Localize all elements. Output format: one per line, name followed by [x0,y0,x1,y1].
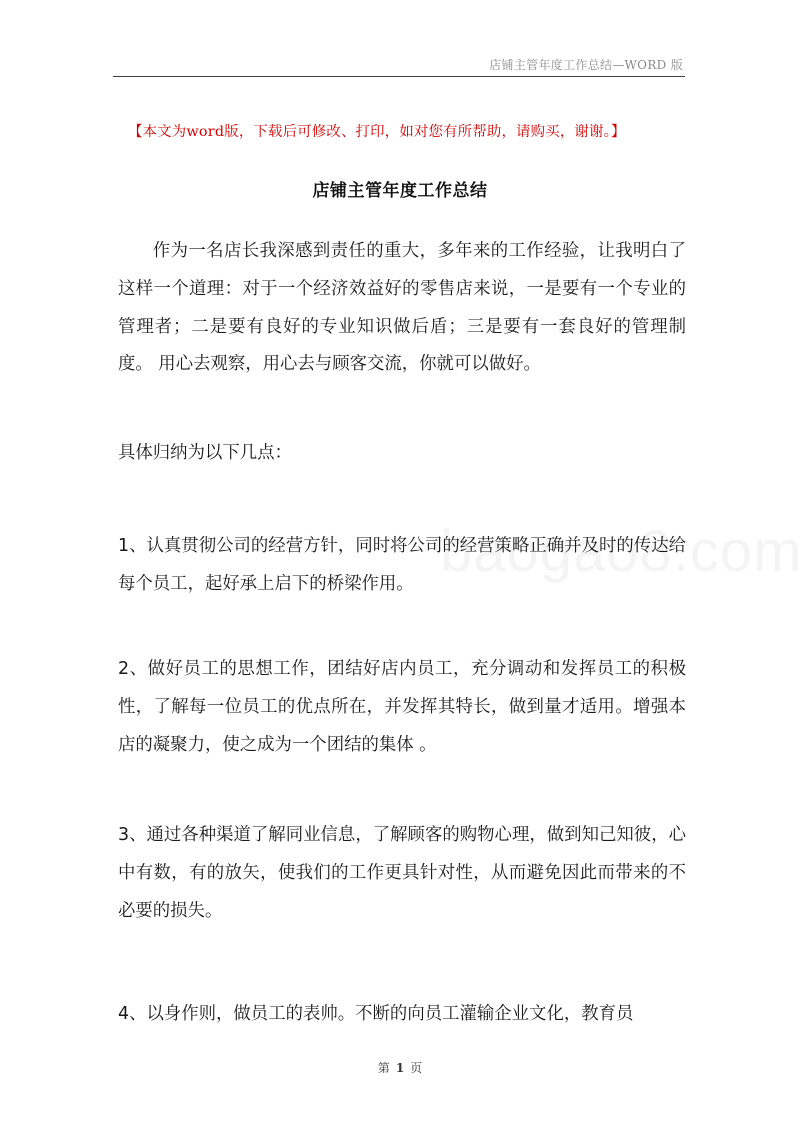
footer-prefix: 第 [377,1061,390,1075]
intro-paragraph: 作为一名店长我深感到责任的重大，多年来的工作经验，让我明白了这样一个道理：对于一个经济效益好的零售店来说，一是要有一个专业的管理者；二是要有良好的专业知识做后盾；三是要有一套良好的管理制度。 用心去观察，用心去与顾客交流，你就可以做好。 [118,241,686,375]
page-footer [0,1059,800,1076]
point-2-paragraph: 2、做好员工的思想工作，团结好店内员工，充分调动和发挥员工的积极性，了解每一位员工的优点所在，并发挥其特长，做到量才适用。增强本店的凝聚力，使之成为一个团结的集体 。 [118,659,686,755]
footer-suffix: 页 [410,1061,423,1075]
point-4-paragraph: 4、以身作则，做员工的表帅。不断的向员工灌输企业文化，教育员 [118,1004,634,1024]
header-divider [113,76,685,77]
summary-lead-paragraph: 具体归纳为以下几点： [118,443,292,463]
point-3-paragraph: 3、通过各种渠道了解同业信息，了解顾客的购物心理，做到知己知彼，心中有数，有的放矢，使我们的工作更具针对性，从而避免因此而带来的不必要的损失。 [118,825,686,921]
page-number: 1 [395,1061,405,1075]
purchase-notice: 【本文为word版，下载后可修改、打印，如对您有所帮助，请购买，谢谢。】 [128,124,626,140]
point-1-paragraph: 1、认真贯彻公司的经营方针，同时将公司的经营策略正确并及时的传达给每个员工，起好承上启下的桥梁作用。 [118,536,686,594]
running-header: 店铺主管年度工作总结—WORD 版 [489,58,683,72]
document-title: 店铺主管年度工作总结 [312,181,488,201]
